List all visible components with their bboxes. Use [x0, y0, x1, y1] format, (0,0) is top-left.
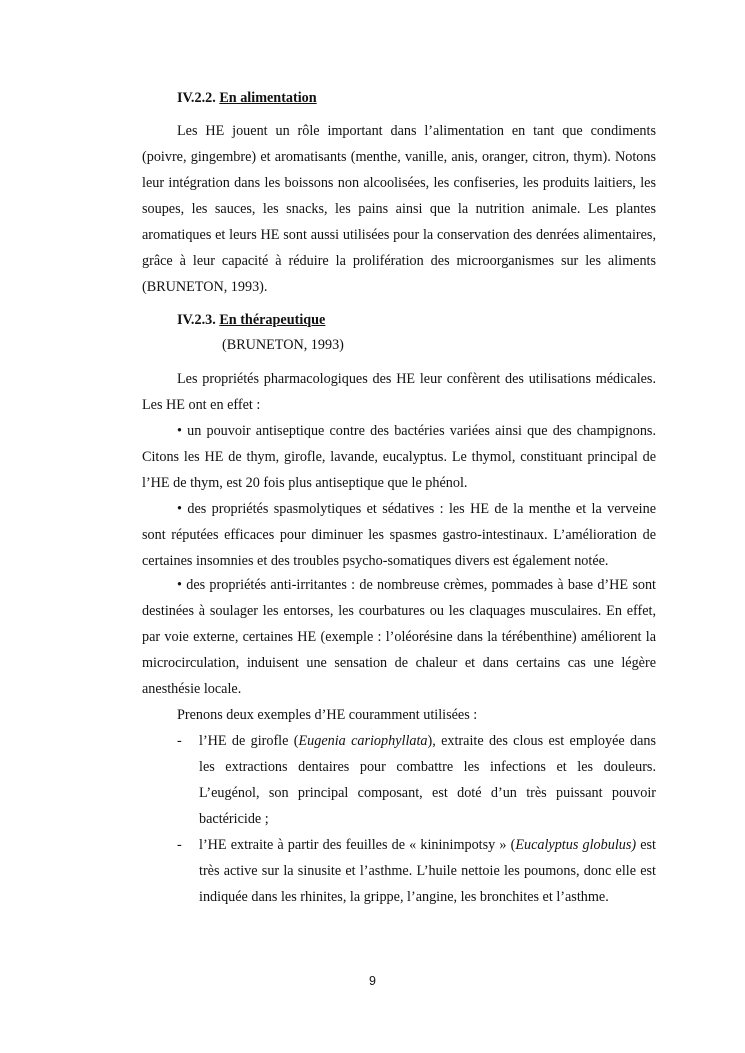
section-title: En alimentation — [219, 90, 317, 106]
list-item-girofle — [177, 728, 656, 832]
species-name: Eucalyptus globulus) — [515, 837, 637, 853]
bullet-antiseptique: • un pouvoir antiseptique contre des bactéries variées ainsi que des champignons. Citons les HE de thym, girofle, lavande, eucalyptus. Le thymol, constituant principal de l’HE de thym, est 20 fois plus antiseptique que le phénol. — [142, 423, 656, 491]
text-after: est très active sur la sinusite et l’asthme. L’huile nettoie les poumons, donc elle est indiquée dans les rhinites, la grippe, l’angine, les bronchites et l’asthme. — [199, 837, 657, 905]
text-after: ), extraite des clous est employée dans les extractions dentaires pour combattre les infections et les douleurs. L’eugénol, son principal composant, est doté d’un très puissant pouvoir bactéricide ; — [199, 733, 656, 827]
section-title: En thérapeutique — [219, 312, 326, 328]
section-heading-2-3 — [177, 310, 325, 330]
section-number: IV.2.3. — [177, 312, 216, 328]
list-item-text — [199, 832, 656, 910]
section-heading-2-2 — [177, 88, 317, 108]
text-before: l’HE extraite à partir des feuilles de « kininimpotsy » ( — [199, 837, 516, 853]
list-item-text — [199, 728, 656, 832]
bullet-anti-irritant: • des propriétés anti-irritantes : de nombreuse crèmes, pommades à base d’HE sont destinées à soulager les entorses, les courbatures ou les claquages musculaires. En effet, par voie externe, certaines HE (exemple : l’oléorésine dans la térébenthine) améliorent la microcirculation, induisent une sensation de chaleur et dans certains cas une légère anesthésie locale. — [142, 577, 656, 697]
examples-intro: Prenons deux exemples d’HE couramment utilisées : — [177, 707, 478, 723]
list-dash: - — [177, 733, 182, 749]
list-item-eucalyptus — [177, 832, 656, 910]
bullet-spasmolytique: • des propriétés spasmolytiques et sédatives : les HE de la menthe et la verveine sont réputées efficaces pour diminuer les spasmes gastro-intestinaux. L’amélioration de certaines insomnies et des troubles psycho-somatiques divers est également notée. — [142, 501, 656, 569]
section-source: (BRUNETON, 1993) — [222, 337, 344, 353]
species-name: Eugenia cariophyllata — [298, 733, 428, 749]
paragraph-alimentation: Les HE jouent un rôle important dans l’alimentation en tant que condiments (poivre, gingembre) et aromatisants (menthe, vanille, anis, oranger, citron, thym). Notons leur intégration dans les boissons non alcoolisées, les confiseries, les produits laitiers, les soupes, les sauces, les snacks, les pains ainsi que la nutrition animale. Les plantes aromatiques et leurs HE sont aussi utilisées pour la conservation des denrées alimentaires, grâce à leur capacité à réduire la prolifération des microorganismes sur les aliments (BRUNETON, 1993). — [142, 123, 656, 295]
paragraph-intro: Les propriétés pharmacologiques des HE leur confèrent des utilisations médicales. Les HE ont en effet : — [142, 371, 656, 413]
text-before: l’HE de girofle ( — [199, 733, 299, 749]
page-number: 9 — [369, 974, 376, 988]
list-dash: - — [177, 837, 182, 853]
section-number: IV.2.2. — [177, 90, 216, 106]
